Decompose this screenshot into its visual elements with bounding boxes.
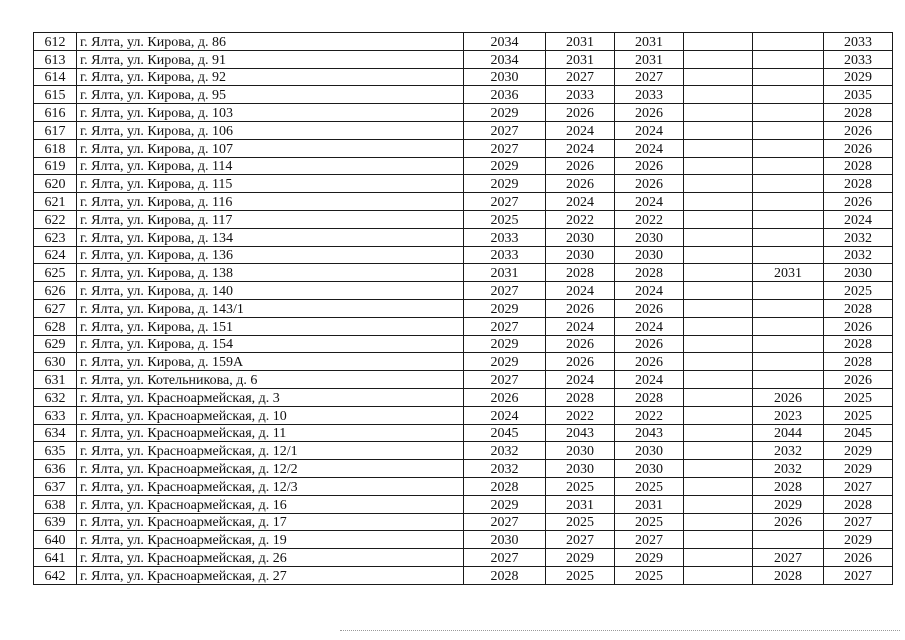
year-cell-5 bbox=[753, 353, 824, 371]
year-cell-2: 2031 bbox=[546, 33, 615, 51]
row-number-cell: 633 bbox=[34, 406, 77, 424]
row-number-cell: 625 bbox=[34, 264, 77, 282]
year-cell-5: 2026 bbox=[753, 388, 824, 406]
address-cell: г. Ялта, ул. Кирова, д. 103 bbox=[77, 104, 464, 122]
year-cell-1: 2032 bbox=[464, 460, 546, 478]
address-cell: г. Ялта, ул. Красноармейская, д. 27 bbox=[77, 566, 464, 584]
year-cell-4 bbox=[684, 86, 753, 104]
year-cell-6: 2033 bbox=[824, 50, 893, 68]
address-cell: г. Ялта, ул. Красноармейская, д. 12/1 bbox=[77, 442, 464, 460]
table-row bbox=[34, 513, 893, 531]
address-cell: г. Ялта, ул. Красноармейская, д. 12/3 bbox=[77, 477, 464, 495]
row-number-cell: 615 bbox=[34, 86, 77, 104]
year-cell-2: 2033 bbox=[546, 86, 615, 104]
table-row bbox=[34, 460, 893, 478]
year-cell-6: 2029 bbox=[824, 68, 893, 86]
row-number-cell: 628 bbox=[34, 317, 77, 335]
scan-artifact-line bbox=[340, 630, 900, 631]
row-number-cell: 632 bbox=[34, 388, 77, 406]
address-cell: г. Ялта, ул. Кирова, д. 95 bbox=[77, 86, 464, 104]
address-cell: г. Ялта, ул. Кирова, д. 159А bbox=[77, 353, 464, 371]
row-number-cell: 617 bbox=[34, 121, 77, 139]
row-number-cell: 627 bbox=[34, 299, 77, 317]
table-row bbox=[34, 388, 893, 406]
year-cell-4 bbox=[684, 157, 753, 175]
year-cell-4 bbox=[684, 406, 753, 424]
year-cell-6: 2028 bbox=[824, 157, 893, 175]
table-row bbox=[34, 139, 893, 157]
year-cell-4 bbox=[684, 68, 753, 86]
year-cell-3: 2030 bbox=[615, 442, 684, 460]
year-cell-1: 2028 bbox=[464, 566, 546, 584]
year-cell-1: 2029 bbox=[464, 175, 546, 193]
year-cell-2: 2026 bbox=[546, 104, 615, 122]
year-cell-5 bbox=[753, 246, 824, 264]
year-cell-1: 2029 bbox=[464, 353, 546, 371]
year-cell-2: 2026 bbox=[546, 299, 615, 317]
year-cell-6: 2028 bbox=[824, 495, 893, 513]
table-row bbox=[34, 210, 893, 228]
year-cell-3: 2043 bbox=[615, 424, 684, 442]
year-cell-1: 2027 bbox=[464, 139, 546, 157]
year-cell-3: 2030 bbox=[615, 246, 684, 264]
year-cell-4 bbox=[684, 317, 753, 335]
year-cell-3: 2027 bbox=[615, 68, 684, 86]
table-row bbox=[34, 371, 893, 389]
year-cell-3: 2025 bbox=[615, 566, 684, 584]
year-cell-4 bbox=[684, 424, 753, 442]
year-cell-5 bbox=[753, 317, 824, 335]
year-cell-1: 2034 bbox=[464, 50, 546, 68]
table-row bbox=[34, 549, 893, 567]
year-cell-1: 2027 bbox=[464, 121, 546, 139]
year-cell-5 bbox=[753, 104, 824, 122]
address-cell: г. Ялта, ул. Красноармейская, д. 26 bbox=[77, 549, 464, 567]
year-cell-1: 2029 bbox=[464, 299, 546, 317]
address-cell: г. Ялта, ул. Кирова, д. 143/1 bbox=[77, 299, 464, 317]
table-row bbox=[34, 193, 893, 211]
year-cell-2: 2025 bbox=[546, 566, 615, 584]
address-cell: г. Ялта, ул. Красноармейская, д. 12/2 bbox=[77, 460, 464, 478]
year-cell-3: 2025 bbox=[615, 477, 684, 495]
address-cell: г. Ялта, ул. Кирова, д. 107 bbox=[77, 139, 464, 157]
year-cell-3: 2026 bbox=[615, 353, 684, 371]
address-cell: г. Ялта, ул. Кирова, д. 154 bbox=[77, 335, 464, 353]
address-cell: г. Ялта, ул. Красноармейская, д. 16 bbox=[77, 495, 464, 513]
year-cell-6: 2027 bbox=[824, 477, 893, 495]
registry-table-body bbox=[34, 33, 893, 585]
table-row bbox=[34, 566, 893, 584]
year-cell-4 bbox=[684, 210, 753, 228]
year-cell-3: 2024 bbox=[615, 121, 684, 139]
year-cell-4 bbox=[684, 246, 753, 264]
year-cell-4 bbox=[684, 513, 753, 531]
year-cell-6: 2025 bbox=[824, 388, 893, 406]
table-row bbox=[34, 228, 893, 246]
year-cell-4 bbox=[684, 264, 753, 282]
year-cell-5 bbox=[753, 50, 824, 68]
table-row bbox=[34, 264, 893, 282]
year-cell-6: 2028 bbox=[824, 104, 893, 122]
table-row bbox=[34, 68, 893, 86]
year-cell-3: 2024 bbox=[615, 371, 684, 389]
address-cell: г. Ялта, ул. Кирова, д. 114 bbox=[77, 157, 464, 175]
year-cell-6: 2033 bbox=[824, 33, 893, 51]
year-cell-6: 2026 bbox=[824, 371, 893, 389]
year-cell-1: 2029 bbox=[464, 104, 546, 122]
year-cell-2: 2031 bbox=[546, 495, 615, 513]
year-cell-3: 2028 bbox=[615, 388, 684, 406]
row-number-cell: 614 bbox=[34, 68, 77, 86]
row-number-cell: 636 bbox=[34, 460, 77, 478]
table-row bbox=[34, 33, 893, 51]
address-cell: г. Ялта, ул. Кирова, д. 106 bbox=[77, 121, 464, 139]
year-cell-5: 2031 bbox=[753, 264, 824, 282]
row-number-cell: 642 bbox=[34, 566, 77, 584]
year-cell-4 bbox=[684, 495, 753, 513]
year-cell-2: 2030 bbox=[546, 246, 615, 264]
year-cell-1: 2030 bbox=[464, 68, 546, 86]
year-cell-3: 2026 bbox=[615, 175, 684, 193]
year-cell-3: 2024 bbox=[615, 193, 684, 211]
row-number-cell: 612 bbox=[34, 33, 77, 51]
year-cell-1: 2029 bbox=[464, 157, 546, 175]
year-cell-3: 2024 bbox=[615, 282, 684, 300]
year-cell-1: 2029 bbox=[464, 495, 546, 513]
year-cell-5: 2028 bbox=[753, 566, 824, 584]
row-number-cell: 635 bbox=[34, 442, 77, 460]
year-cell-3: 2031 bbox=[615, 495, 684, 513]
year-cell-2: 2030 bbox=[546, 228, 615, 246]
row-number-cell: 620 bbox=[34, 175, 77, 193]
year-cell-2: 2024 bbox=[546, 193, 615, 211]
year-cell-3: 2031 bbox=[615, 50, 684, 68]
year-cell-1: 2026 bbox=[464, 388, 546, 406]
year-cell-2: 2026 bbox=[546, 335, 615, 353]
year-cell-6: 2026 bbox=[824, 139, 893, 157]
year-cell-3: 2026 bbox=[615, 299, 684, 317]
year-cell-5 bbox=[753, 228, 824, 246]
year-cell-4 bbox=[684, 442, 753, 460]
year-cell-6: 2026 bbox=[824, 121, 893, 139]
address-cell: г. Ялта, ул. Кирова, д. 136 bbox=[77, 246, 464, 264]
year-cell-4 bbox=[684, 50, 753, 68]
row-number-cell: 624 bbox=[34, 246, 77, 264]
year-cell-1: 2027 bbox=[464, 193, 546, 211]
year-cell-3: 2026 bbox=[615, 335, 684, 353]
year-cell-3: 2025 bbox=[615, 513, 684, 531]
year-cell-3: 2026 bbox=[615, 157, 684, 175]
row-number-cell: 629 bbox=[34, 335, 77, 353]
year-cell-6: 2028 bbox=[824, 299, 893, 317]
year-cell-3: 2027 bbox=[615, 531, 684, 549]
year-cell-4 bbox=[684, 477, 753, 495]
year-cell-6: 2035 bbox=[824, 86, 893, 104]
year-cell-1: 2027 bbox=[464, 371, 546, 389]
year-cell-6: 2029 bbox=[824, 460, 893, 478]
year-cell-5 bbox=[753, 175, 824, 193]
year-cell-4 bbox=[684, 121, 753, 139]
year-cell-6: 2032 bbox=[824, 228, 893, 246]
year-cell-5 bbox=[753, 139, 824, 157]
row-number-cell: 634 bbox=[34, 424, 77, 442]
year-cell-3: 2030 bbox=[615, 228, 684, 246]
year-cell-4 bbox=[684, 335, 753, 353]
table-row bbox=[34, 406, 893, 424]
table-row bbox=[34, 175, 893, 193]
year-cell-2: 2027 bbox=[546, 531, 615, 549]
year-cell-6: 2026 bbox=[824, 193, 893, 211]
year-cell-6: 2028 bbox=[824, 175, 893, 193]
year-cell-2: 2043 bbox=[546, 424, 615, 442]
year-cell-1: 2029 bbox=[464, 335, 546, 353]
year-cell-5 bbox=[753, 371, 824, 389]
row-number-cell: 622 bbox=[34, 210, 77, 228]
table-row bbox=[34, 477, 893, 495]
year-cell-6: 2028 bbox=[824, 335, 893, 353]
year-cell-3: 2030 bbox=[615, 460, 684, 478]
year-cell-4 bbox=[684, 371, 753, 389]
table-row bbox=[34, 50, 893, 68]
year-cell-2: 2026 bbox=[546, 353, 615, 371]
table-row bbox=[34, 317, 893, 335]
year-cell-5 bbox=[753, 68, 824, 86]
row-number-cell: 641 bbox=[34, 549, 77, 567]
year-cell-3: 2031 bbox=[615, 33, 684, 51]
address-cell: г. Ялта, ул. Кирова, д. 91 bbox=[77, 50, 464, 68]
year-cell-5: 2027 bbox=[753, 549, 824, 567]
address-cell: г. Ялта, ул. Красноармейская, д. 19 bbox=[77, 531, 464, 549]
housing-registry-table bbox=[33, 32, 893, 585]
row-number-cell: 626 bbox=[34, 282, 77, 300]
year-cell-1: 2027 bbox=[464, 549, 546, 567]
table-row bbox=[34, 157, 893, 175]
year-cell-6: 2029 bbox=[824, 531, 893, 549]
year-cell-5: 2028 bbox=[753, 477, 824, 495]
year-cell-2: 2031 bbox=[546, 50, 615, 68]
year-cell-5 bbox=[753, 33, 824, 51]
table-row bbox=[34, 531, 893, 549]
table-row bbox=[34, 104, 893, 122]
year-cell-3: 2022 bbox=[615, 210, 684, 228]
table-row bbox=[34, 353, 893, 371]
address-cell: г. Ялта, ул. Красноармейская, д. 11 bbox=[77, 424, 464, 442]
year-cell-3: 2022 bbox=[615, 406, 684, 424]
year-cell-1: 2036 bbox=[464, 86, 546, 104]
year-cell-4 bbox=[684, 282, 753, 300]
year-cell-2: 2026 bbox=[546, 175, 615, 193]
row-number-cell: 623 bbox=[34, 228, 77, 246]
year-cell-2: 2022 bbox=[546, 210, 615, 228]
year-cell-5: 2032 bbox=[753, 442, 824, 460]
year-cell-6: 2030 bbox=[824, 264, 893, 282]
table-row bbox=[34, 424, 893, 442]
year-cell-2: 2022 bbox=[546, 406, 615, 424]
year-cell-4 bbox=[684, 33, 753, 51]
year-cell-4 bbox=[684, 228, 753, 246]
year-cell-2: 2024 bbox=[546, 371, 615, 389]
year-cell-4 bbox=[684, 175, 753, 193]
address-cell: г. Ялта, ул. Кирова, д. 92 bbox=[77, 68, 464, 86]
year-cell-3: 2024 bbox=[615, 317, 684, 335]
year-cell-1: 2027 bbox=[464, 317, 546, 335]
year-cell-4 bbox=[684, 299, 753, 317]
address-cell: г. Ялта, ул. Кирова, д. 134 bbox=[77, 228, 464, 246]
year-cell-6: 2026 bbox=[824, 317, 893, 335]
year-cell-4 bbox=[684, 193, 753, 211]
year-cell-6: 2028 bbox=[824, 353, 893, 371]
year-cell-2: 2025 bbox=[546, 513, 615, 531]
address-cell: г. Ялта, ул. Кирова, д. 138 bbox=[77, 264, 464, 282]
year-cell-6: 2025 bbox=[824, 282, 893, 300]
table-row bbox=[34, 335, 893, 353]
year-cell-1: 2034 bbox=[464, 33, 546, 51]
year-cell-1: 2025 bbox=[464, 210, 546, 228]
row-number-cell: 618 bbox=[34, 139, 77, 157]
year-cell-2: 2030 bbox=[546, 460, 615, 478]
year-cell-5: 2032 bbox=[753, 460, 824, 478]
table-row bbox=[34, 121, 893, 139]
row-number-cell: 616 bbox=[34, 104, 77, 122]
address-cell: г. Ялта, ул. Красноармейская, д. 3 bbox=[77, 388, 464, 406]
row-number-cell: 640 bbox=[34, 531, 77, 549]
year-cell-4 bbox=[684, 388, 753, 406]
address-cell: г. Ялта, ул. Кирова, д. 86 bbox=[77, 33, 464, 51]
row-number-cell: 619 bbox=[34, 157, 77, 175]
year-cell-2: 2025 bbox=[546, 477, 615, 495]
year-cell-5 bbox=[753, 335, 824, 353]
year-cell-2: 2024 bbox=[546, 317, 615, 335]
year-cell-5 bbox=[753, 157, 824, 175]
year-cell-1: 2031 bbox=[464, 264, 546, 282]
row-number-cell: 621 bbox=[34, 193, 77, 211]
year-cell-1: 2033 bbox=[464, 246, 546, 264]
row-number-cell: 631 bbox=[34, 371, 77, 389]
year-cell-6: 2026 bbox=[824, 549, 893, 567]
year-cell-2: 2024 bbox=[546, 139, 615, 157]
year-cell-6: 2032 bbox=[824, 246, 893, 264]
table-row bbox=[34, 246, 893, 264]
year-cell-3: 2028 bbox=[615, 264, 684, 282]
table-row bbox=[34, 495, 893, 513]
year-cell-4 bbox=[684, 549, 753, 567]
year-cell-1: 2033 bbox=[464, 228, 546, 246]
year-cell-5 bbox=[753, 210, 824, 228]
year-cell-1: 2032 bbox=[464, 442, 546, 460]
year-cell-4 bbox=[684, 353, 753, 371]
address-cell: г. Ялта, ул. Кирова, д. 116 bbox=[77, 193, 464, 211]
address-cell: г. Ялта, ул. Кирова, д. 117 bbox=[77, 210, 464, 228]
year-cell-1: 2027 bbox=[464, 282, 546, 300]
year-cell-1: 2028 bbox=[464, 477, 546, 495]
table-row bbox=[34, 282, 893, 300]
year-cell-5: 2023 bbox=[753, 406, 824, 424]
year-cell-6: 2027 bbox=[824, 566, 893, 584]
year-cell-4 bbox=[684, 531, 753, 549]
address-cell: г. Ялта, ул. Кирова, д. 151 bbox=[77, 317, 464, 335]
year-cell-5: 2029 bbox=[753, 495, 824, 513]
address-cell: г. Ялта, ул. Красноармейская, д. 17 bbox=[77, 513, 464, 531]
year-cell-4 bbox=[684, 566, 753, 584]
address-cell: г. Ялта, ул. Котельникова, д. 6 bbox=[77, 371, 464, 389]
year-cell-6: 2025 bbox=[824, 406, 893, 424]
year-cell-3: 2033 bbox=[615, 86, 684, 104]
year-cell-3: 2026 bbox=[615, 104, 684, 122]
address-cell: г. Ялта, ул. Кирова, д. 115 bbox=[77, 175, 464, 193]
year-cell-2: 2030 bbox=[546, 442, 615, 460]
table-row bbox=[34, 442, 893, 460]
year-cell-1: 2030 bbox=[464, 531, 546, 549]
year-cell-2: 2027 bbox=[546, 68, 615, 86]
year-cell-2: 2026 bbox=[546, 157, 615, 175]
row-number-cell: 630 bbox=[34, 353, 77, 371]
year-cell-6: 2024 bbox=[824, 210, 893, 228]
year-cell-2: 2029 bbox=[546, 549, 615, 567]
year-cell-1: 2045 bbox=[464, 424, 546, 442]
year-cell-5 bbox=[753, 121, 824, 139]
year-cell-6: 2029 bbox=[824, 442, 893, 460]
year-cell-5 bbox=[753, 193, 824, 211]
address-cell: г. Ялта, ул. Кирова, д. 140 bbox=[77, 282, 464, 300]
year-cell-3: 2029 bbox=[615, 549, 684, 567]
year-cell-5 bbox=[753, 282, 824, 300]
year-cell-6: 2045 bbox=[824, 424, 893, 442]
year-cell-5 bbox=[753, 299, 824, 317]
row-number-cell: 638 bbox=[34, 495, 77, 513]
row-number-cell: 637 bbox=[34, 477, 77, 495]
year-cell-4 bbox=[684, 139, 753, 157]
year-cell-5 bbox=[753, 86, 824, 104]
year-cell-5: 2026 bbox=[753, 513, 824, 531]
year-cell-2: 2028 bbox=[546, 388, 615, 406]
row-number-cell: 613 bbox=[34, 50, 77, 68]
table-row bbox=[34, 299, 893, 317]
year-cell-5 bbox=[753, 531, 824, 549]
year-cell-4 bbox=[684, 460, 753, 478]
year-cell-2: 2028 bbox=[546, 264, 615, 282]
table-row bbox=[34, 86, 893, 104]
address-cell: г. Ялта, ул. Красноармейская, д. 10 bbox=[77, 406, 464, 424]
year-cell-2: 2024 bbox=[546, 282, 615, 300]
year-cell-3: 2024 bbox=[615, 139, 684, 157]
year-cell-5: 2044 bbox=[753, 424, 824, 442]
year-cell-6: 2027 bbox=[824, 513, 893, 531]
year-cell-2: 2024 bbox=[546, 121, 615, 139]
year-cell-1: 2027 bbox=[464, 513, 546, 531]
year-cell-4 bbox=[684, 104, 753, 122]
row-number-cell: 639 bbox=[34, 513, 77, 531]
year-cell-1: 2024 bbox=[464, 406, 546, 424]
